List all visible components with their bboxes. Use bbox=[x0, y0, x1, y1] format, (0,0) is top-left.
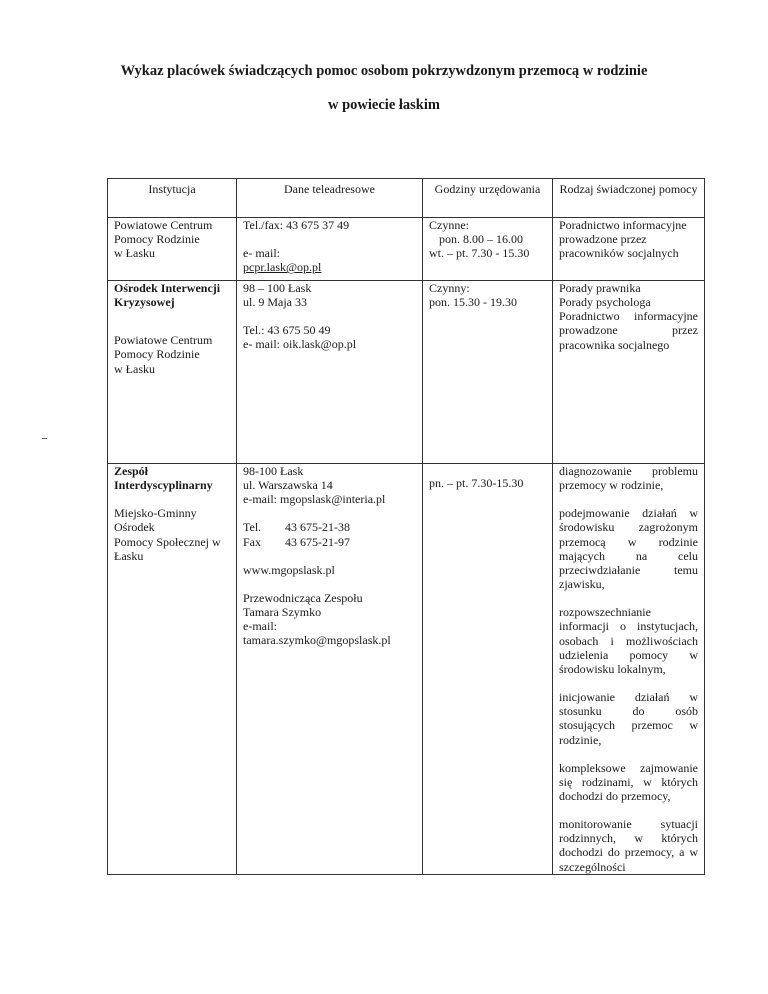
table-row bbox=[108, 218, 705, 281]
address-line: 98-100 Łask bbox=[243, 464, 304, 478]
help-line: prowadzone przez bbox=[559, 232, 647, 247]
page-title: Wykaz placówek świadczących pomoc osobom pokrzywdzonym przemocą w rodzinie bbox=[120, 63, 648, 79]
help-cell bbox=[553, 218, 705, 281]
website-link[interactable]: www.mgopslask.pl bbox=[243, 562, 335, 577]
chair-email-link[interactable]: tamara.szymko@mgopslask.pl bbox=[243, 633, 391, 648]
institution-parent-line: Łasku bbox=[114, 548, 144, 563]
fax-label: Fax bbox=[243, 534, 261, 549]
email-label: e- mail: bbox=[243, 246, 280, 261]
table-header-row bbox=[108, 179, 705, 218]
institution-name-line: Powiatowe Centrum bbox=[114, 218, 213, 232]
hours-line: pon. 15.30 - 19.30 bbox=[429, 295, 517, 310]
hours-line: Czynny: bbox=[429, 281, 470, 295]
hours-cell bbox=[423, 281, 553, 464]
email-link[interactable]: e-mail: mgopslask@interia.pl bbox=[243, 492, 386, 507]
address-line: ul. 9 Maja 33 bbox=[243, 295, 307, 310]
table-row bbox=[108, 464, 705, 875]
institution-cell bbox=[108, 464, 237, 875]
institutions-table bbox=[107, 178, 705, 875]
help-item: inicjowanie działań w stosunku do osób stosujących przemoc w rodzinie, bbox=[559, 690, 698, 747]
phone: Tel.: 43 675 50 49 bbox=[243, 323, 331, 338]
help-item: diagnozowanie problemu przemocy w rodzinie, bbox=[559, 464, 698, 493]
help-line: pracowników socjalnych bbox=[559, 246, 679, 261]
institution-parent-line: Miejsko-Gminny Ośrodek bbox=[114, 506, 197, 535]
column-header-contact: Dane teleadresowe bbox=[237, 179, 423, 218]
institution-parent-line: Powiatowe Centrum bbox=[114, 333, 213, 348]
help-item: kompleksowe zajmowanie się rodzinami, w których dochodzi do przemocy, bbox=[559, 760, 698, 803]
chair-line: Przewodnicząca Zespołu bbox=[243, 590, 363, 605]
phone: 43 675-21-38 bbox=[285, 520, 350, 535]
scan-mark bbox=[42, 438, 47, 439]
help-cell bbox=[553, 464, 705, 875]
table-row bbox=[108, 281, 705, 464]
email-link[interactable]: e- mail: oik.lask@op.pl bbox=[243, 337, 357, 352]
institution-name-line: Pomocy Rodzinie bbox=[114, 232, 200, 247]
hours-line: pon. 8.00 – 16.00 bbox=[439, 232, 523, 247]
help-item: monitorowanie sytuacji rodzinnych, w których dochodzi do przemocy, a w szczególności bbox=[559, 817, 698, 874]
institution-parent-line: w Łasku bbox=[114, 361, 155, 376]
column-header-hours: Godziny urzędowania bbox=[423, 179, 553, 218]
hours-cell bbox=[423, 464, 553, 875]
hours-line: Czynne: bbox=[429, 218, 469, 232]
contact-cell bbox=[237, 218, 423, 281]
institution-parent-line: Pomocy Rodzinie bbox=[114, 347, 200, 362]
institution-parent-line: Pomocy Społecznej w bbox=[114, 534, 221, 549]
page-subtitle: w powiecie łaskim bbox=[328, 97, 440, 113]
chair-line: Tamara Szymko bbox=[243, 605, 322, 620]
help-item: podejmowanie działań w środowisku zagrożonym przemocą w rodzinie mających na celu przeciwdziałanie temu zjawisku, bbox=[559, 506, 698, 592]
address-line: 98 – 100 Łask bbox=[243, 281, 312, 295]
chair-line: e-mail: bbox=[243, 619, 277, 634]
fax: 43 675-21-97 bbox=[285, 534, 350, 549]
help-line: Porady psychologa bbox=[559, 295, 651, 310]
institution-name-line: Zespół bbox=[114, 464, 149, 478]
institution-cell bbox=[108, 281, 237, 464]
phone-fax: Tel./fax: 43 675 37 49 bbox=[243, 218, 350, 232]
column-header-help: Rodzaj świadczonej pomocy bbox=[553, 179, 705, 218]
contact-cell bbox=[237, 281, 423, 464]
help-cell bbox=[553, 281, 705, 464]
help-line: Porady prawnika bbox=[559, 281, 641, 295]
contact-cell bbox=[237, 464, 423, 875]
hours-line: wt. – pt. 7.30 - 15.30 bbox=[429, 246, 530, 261]
phone-line bbox=[243, 520, 416, 534]
institution-name-line: w Łasku bbox=[114, 246, 155, 261]
address-line: ul. Warszawska 14 bbox=[243, 478, 333, 493]
help-line: Poradnictwo informacyjne bbox=[559, 218, 687, 232]
hours-cell bbox=[423, 218, 553, 281]
email-link[interactable]: pcpr.lask@op.pl bbox=[243, 260, 322, 275]
institution-cell bbox=[108, 218, 237, 281]
institution-name-line: Ośrodek Interwencji bbox=[114, 281, 221, 295]
institution-name-line: Interdyscyplinarny bbox=[114, 478, 213, 493]
phone-label: Tel. bbox=[243, 520, 262, 535]
fax-line bbox=[243, 535, 416, 549]
column-header-institution: Instytucja bbox=[108, 179, 237, 218]
hours-line: pn. – pt. 7.30-15.30 bbox=[429, 476, 524, 490]
institution-name-line: Kryzysowej bbox=[114, 295, 175, 310]
help-item: rozpowszechnianie informacji o instytucjach, osobach i możliwościach udzielenia pomocy w środowisku lokalnym, bbox=[559, 605, 698, 676]
help-line: Poradnictwo informacyjne prowadzone przez pracownika socjalnego bbox=[559, 309, 698, 352]
